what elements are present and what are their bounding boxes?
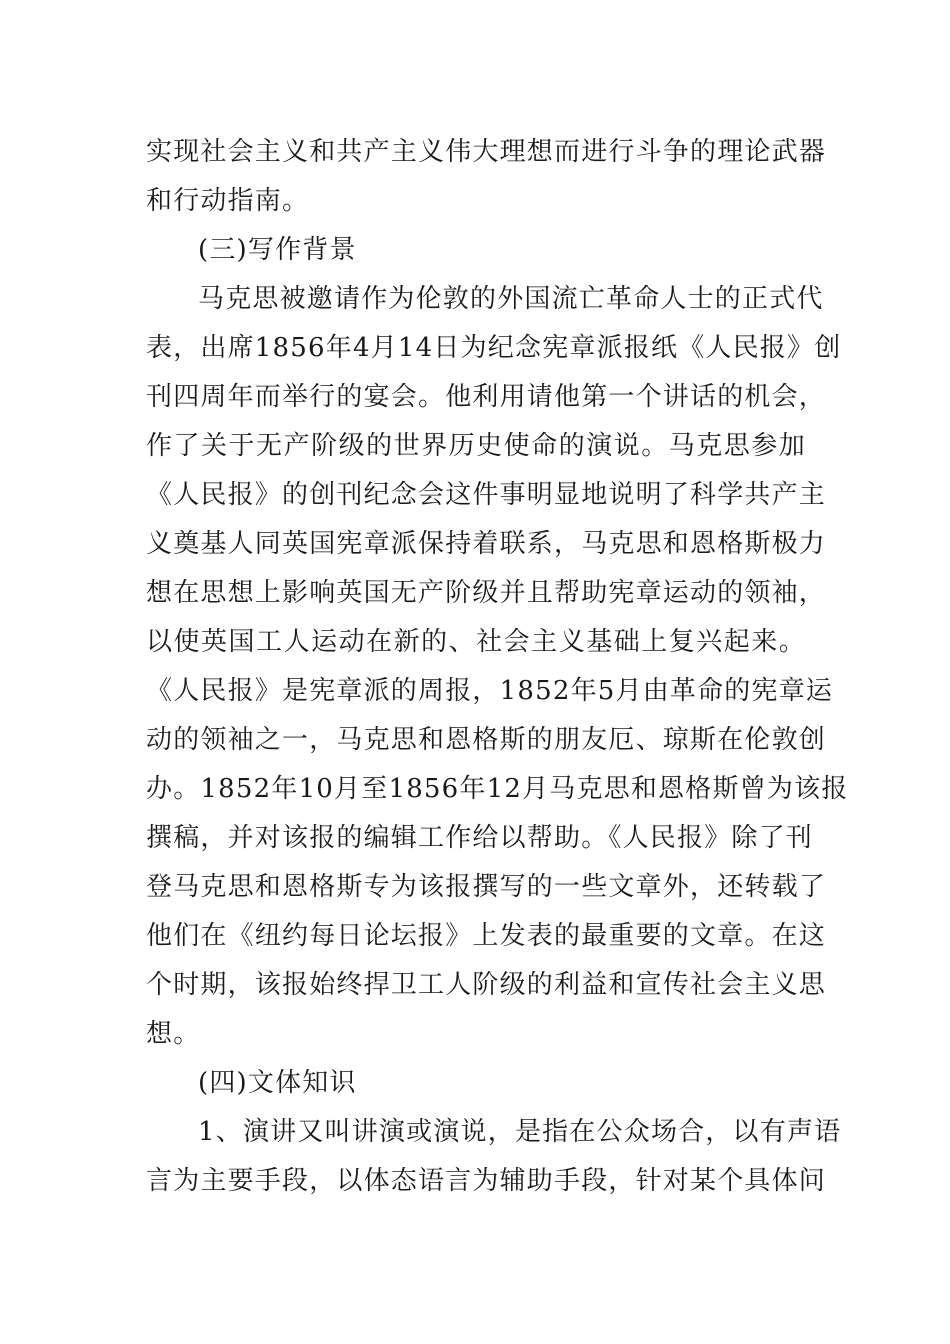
body-text-line: 和行动指南。 bbox=[146, 186, 310, 216]
body-text-line: 刊四周年而举行的宴会。他利用请他第一个讲话的机会， bbox=[146, 382, 827, 412]
body-text-line: 办。1852年10月至1856年12月马克思和恩格斯曾为该报 bbox=[146, 774, 849, 804]
body-text-line: 《人民报》是宪章派的周报，1852年5月由革命的宪章运 bbox=[146, 676, 834, 706]
body-text-line: 言为主要手段，以体态语言为辅助手段，针对某个具体问 bbox=[146, 1166, 827, 1196]
section-heading: (四)文体知识 bbox=[198, 1068, 357, 1098]
section-heading: (三)写作背景 bbox=[198, 235, 357, 265]
body-text-line: 个时期，该报始终捍卫工人阶级的利益和宣传社会主义思 bbox=[146, 970, 827, 1000]
paragraph-first-line: 马克思被邀请作为伦敦的外国流亡革命人士的正式代 bbox=[198, 284, 824, 314]
body-text-line: 想。 bbox=[146, 1019, 201, 1049]
body-text-line: 想在思想上影响英国无产阶级并且帮助宪章运动的领袖， bbox=[146, 578, 827, 608]
body-text-line: 实现社会主义和共产主义伟大理想而进行斗争的理论武器 bbox=[146, 137, 827, 167]
body-text-line: 以使英国工人运动在新的、社会主义基础上复兴起来。 bbox=[146, 627, 806, 657]
body-text-line: 撰稿，并对该报的编辑工作给以帮助。《人民报》除了刊 bbox=[146, 823, 814, 853]
paragraph-first-line: 1、演讲又叫讲演或演说，是指在公众场合，以有声语 bbox=[198, 1117, 842, 1147]
body-text-line: 表，出席1856年4月14日为纪念宪章派报纸《人民报》创 bbox=[146, 333, 842, 363]
body-text-line: 作了关于无产阶级的世界历史使命的演说。马克思参加 bbox=[146, 431, 806, 461]
body-text-line: 《人民报》的创刊纪念会这件事明显地说明了科学共产主 bbox=[146, 480, 827, 510]
body-text-line: 动的领袖之一，马克思和恩格斯的朋友厄、琼斯在伦敦创 bbox=[146, 725, 827, 755]
body-text-line: 登马克思和恩格斯专为该报撰写的一些文章外，还转载了 bbox=[146, 872, 827, 902]
body-text-line: 他们在《纽约每日论坛报》上发表的最重要的文章。在这 bbox=[146, 921, 827, 951]
body-text-line: 义奠基人同英国宪章派保持着联系，马克思和恩格斯极力 bbox=[146, 529, 827, 559]
